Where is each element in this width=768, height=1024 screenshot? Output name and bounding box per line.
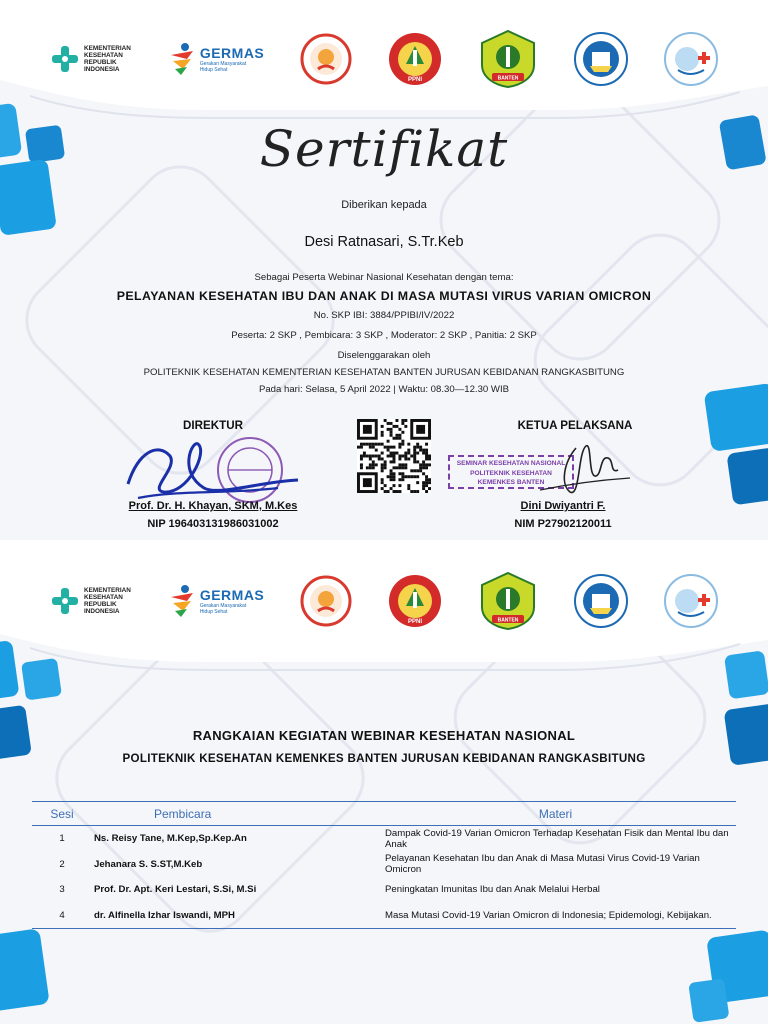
row-pembicara: dr. Alfinella Izhar Iswandi, MPH [92, 903, 375, 929]
director-title: DIREKTUR [183, 419, 243, 432]
schedule-page [0, 558, 768, 1024]
right-tiles-3 [682, 929, 768, 1022]
chairperson-title: KETUA PELAKSANA [517, 419, 633, 432]
kemenkes-icon [50, 44, 80, 74]
ibi-emblem-icon [300, 33, 352, 85]
left-tiles-3 [0, 928, 50, 1012]
certificate-title: Sertifikat [259, 120, 509, 178]
blue-emblem-icon [574, 32, 628, 86]
blue-emblem-logo [574, 30, 628, 88]
germas-icon [167, 583, 197, 619]
chairperson-nim: NIM P27902120011 [514, 518, 612, 530]
medical-emblem-icon [664, 32, 718, 86]
row-materi: Dampak Covid-19 Varian Omicron Terhadap Kesehatan Fisik dan Mental Ibu dan Anak [385, 827, 729, 850]
germas-word: GERMAS [199, 45, 265, 61]
table-row [32, 826, 736, 852]
logo-row-bottom [50, 566, 718, 636]
header-sesi: Sesi [32, 802, 92, 826]
ppni-label: PPNI [408, 619, 423, 625]
poltekkes-logo-2 [478, 572, 538, 630]
ppni-logo [388, 30, 442, 88]
medical-emblem-logo [664, 30, 718, 88]
ppni-emblem-icon [388, 32, 442, 86]
page-divider [0, 540, 768, 558]
kemenkes-text: KEMENTERIAN KESEHATAN REPUBLIK INDONESIA [84, 45, 131, 73]
ibi-logo-2 [300, 572, 352, 630]
ppni-logo-2 [388, 572, 442, 630]
row-sesi: 1 [59, 833, 65, 845]
germas-logo [167, 30, 264, 88]
stamp-line-3: KEMENKES BANTEN [477, 479, 545, 486]
kemenkes-logo-2 [50, 572, 131, 630]
chairperson-signature [520, 432, 640, 502]
director-nip: NIP 196403131986031002 [147, 518, 279, 530]
row-pembicara: Prof. Dr. Apt. Keri Lestari, S.Si, M.Si [94, 884, 257, 896]
poltekkes-logo [478, 30, 538, 88]
germas-word: GERMAS [199, 587, 265, 603]
germas-icon [167, 41, 197, 77]
row-pembicara: Jehanara S. S.ST,M.Keb [94, 858, 203, 870]
row-materi: Peningkatan Imunitas Ibu dan Anak Melalui Herbal [385, 884, 600, 896]
poltekkes-banten-label: BANTEN [497, 617, 519, 624]
stamp-line-1: SEMINAR KESEHATAN NASIONAL [456, 460, 566, 467]
table-row [32, 852, 736, 878]
webinar-theme: PELAYANAN KESEHATAN IBU DAN ANAK DI MASA MUTASI VIRUS VARIAN OMICRON [116, 289, 652, 303]
blue-emblem-logo-2 [574, 572, 628, 630]
qr-code [357, 419, 431, 493]
medical-emblem-logo-2 [664, 572, 718, 630]
row-materi: Masa Mutasi Covid-19 Varian Omicron di Indonesia; Epidemologi, Kebijakan. [375, 903, 736, 929]
row-materi: Pelayanan Kesehatan Ibu dan Anak di Masa Mutasi Virus Covid-19 Varian Omicron [385, 853, 700, 876]
ppni-label: PPNI [408, 77, 423, 83]
given-to-label: Diberikan kepada [341, 199, 427, 211]
germas-subtitle: Gerakan Masyarakat Hidup Sehat [199, 603, 247, 615]
chairperson-name: Dini Dwiyantri F. [520, 500, 606, 512]
ibi-logo [300, 30, 352, 88]
ibi-emblem-icon [300, 575, 352, 627]
row-sesi: 3 [59, 884, 65, 896]
schedule-subtitle: POLITEKNIK KESEHATAN KEMENKES BANTEN JURUSAN KEBIDANAN RANGKASBITUNG [122, 752, 646, 765]
blue-emblem-icon [574, 574, 628, 628]
row-sesi: 2 [59, 858, 65, 870]
poltekkes-emblem-icon [478, 29, 538, 89]
kemenkes-text: KEMENTERIAN KESEHATAN REPUBLIK INDONESIA [84, 587, 131, 615]
logo-row-top [50, 24, 718, 94]
poltekkes-banten-label: BANTEN [497, 75, 519, 82]
ppni-emblem-icon [388, 574, 442, 628]
director-name: Prof. Dr. H. Khayan, SKM, M.Kes [128, 500, 298, 512]
header-materi: Materi [375, 802, 736, 826]
right-tiles-bottom [704, 383, 768, 508]
organized-by-label: Diselenggarakan oleh [337, 350, 431, 361]
schedule-table-header [32, 802, 736, 826]
role-line: Sebagai Peserta Webinar Nasional Kesehatan dengan tema: [254, 272, 514, 283]
row-sesi: 4 [32, 903, 92, 929]
poltekkes-emblem-icon [478, 571, 538, 631]
skp-points: Peserta: 2 SKP , Pembicara: 3 SKP , Moderator: 2 SKP , Panitia: 2 SKP [231, 330, 537, 341]
stamp-line-2: POLITEKNIK KESEHATAN [470, 469, 552, 477]
schedule-title: RANGKAIAN KEGIATAN WEBINAR KESEHATAN NASIONAL [192, 728, 576, 743]
right-tiles-2 [716, 650, 768, 766]
kemenkes-logo [50, 30, 131, 88]
medical-emblem-icon [664, 574, 718, 628]
germas-logo-2 [167, 572, 264, 630]
schedule-table [32, 801, 736, 929]
skp-number: No. SKP IBI: 3884/PPIBI/IV/2022 [313, 310, 455, 321]
table-row [32, 903, 736, 929]
germas-subtitle: Gerakan Masyarakat Hidup Sehat [199, 61, 247, 73]
kemenkes-icon [50, 586, 80, 616]
recipient-name: Desi Ratnasari, S.Tr.Keb [304, 234, 464, 250]
table-row [32, 877, 736, 903]
row-pembicara: Ns. Reisy Tane, M.Kep,Sp.Kep.An [94, 833, 247, 845]
organizer-name: POLITEKNIK KESEHATAN KEMENTERIAN KESEHATAN BANTEN JURUSAN KEBIDANAN RANGKASBITUNG [143, 367, 625, 378]
event-date-time: Pada hari: Selasa, 5 April 2022 | Waktu: 08.30—12.30 WIB [258, 384, 510, 395]
header-pembicara: Pembicara [92, 802, 375, 826]
